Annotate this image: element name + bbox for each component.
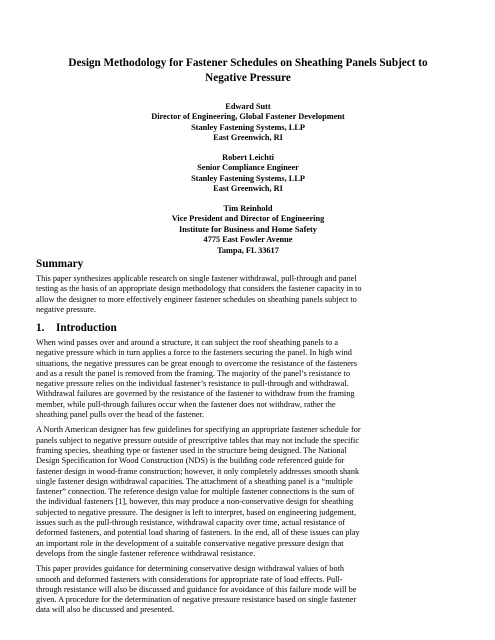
author-block-sutt [58, 102, 438, 144]
text-line: smooth and deformed fasteners with considerations for appropriate rate of load effects. Pull- [36, 574, 343, 584]
author-name: Robert Leichti [222, 153, 274, 163]
text-line: This paper provides guidance for determining conservative design withdrawal values of both [36, 564, 345, 574]
text-line: negative pressure which in turn applies a force to the fasteners securing the panel. In high wind [36, 348, 352, 358]
author-location: East Greenwich, RI [213, 184, 283, 194]
author-title: Director of Engineering, Global Fastener Development [151, 112, 345, 122]
author-name: Edward Sutt [225, 102, 271, 111]
text-line: This paper synthesizes applicable research on single fastener withdrawal, pull-through and panel [36, 274, 357, 283]
paper-title-line: Design Methodology for Fastener Schedules on Sheathing Panels Subject to [68, 57, 428, 69]
text-line: the individual fasteners [1], however, this may produce a non-conservative design for sheathing [36, 497, 354, 507]
author-address: 4775 East Fowler Avenue [203, 235, 293, 245]
text-line: member, while pull-through failures occur when the fastener does not withdraw, rather the [36, 399, 336, 409]
paper-title-line: Negative Pressure [205, 71, 291, 84]
author-title: Senior Compliance Engineer [197, 163, 299, 173]
text-line: through resistance will also be discussed and guidance for avoidance of this failure mode will be [36, 584, 357, 594]
text-line: subjected to negative pressure. The designer is left to interpret, based on engineering judgement, [36, 507, 357, 517]
intro-paragraph-2 [36, 425, 464, 559]
text-line: fastener design in wood-frame construction; however, it only completely addresses smooth shank [36, 466, 360, 476]
text-line: fastener” connection. The reference design value for multiple fastener connections is the sum of [36, 487, 355, 497]
introduction-heading [36, 322, 464, 335]
text-line: A North American designer has few guidelines for specifying an appropriate fastener schedule for [36, 425, 361, 435]
section-number: 1. [36, 322, 45, 334]
author-location: East Greenwich, RI [213, 133, 283, 143]
text-line: Withdrawal failures are governed by the resistance of the fastener to withdraw from the framing [36, 389, 355, 399]
text-line: and as a result the panel is removed from the framing. The majority of the panel’s resistance to [36, 368, 351, 378]
text-line: situations, the negative pressures can be great enough to overcome the resistance of the fasteners [36, 358, 357, 368]
text-line: deformed fasteners, and potential load sharing of fasteners. In the end, all of these issues can play [36, 528, 360, 538]
summary-paragraph [36, 274, 464, 315]
text-line: testing as the basis of an appropriate design methodology that considers the fastener capacity in to [36, 284, 362, 294]
text-line: framing species, sheathing type or fastener used in the structure being designed. The National [36, 445, 347, 455]
text-line: panels subject to negative pressure outside of prescriptive tables that may not include the specific [36, 435, 360, 445]
summary-section [36, 258, 464, 320]
author-location: Tampa, FL 33617 [217, 245, 279, 255]
author-affiliation: Stanley Fastening Systems, LLP [191, 173, 305, 183]
author-list [58, 102, 438, 265]
author-title: Vice President and Director of Engineering [171, 214, 325, 224]
author-affiliation: Institute for Business and Home Safety [179, 224, 317, 234]
text-line: When wind passes over and around a structure, it can subject the roof sheathing panels to a [36, 338, 339, 347]
author-name: Tim Reinhold [223, 204, 273, 214]
summary-heading: Summary [36, 258, 84, 270]
author-affiliation: Stanley Fastening Systems, LLP [191, 122, 305, 132]
text-line: allow the designer to more effectively engineer fastener schedules on sheathing panels subject to [36, 294, 357, 304]
text-line: Design Specification for Wood Construction (NDS) is the building code referenced guide for [36, 456, 345, 466]
intro-paragraph-3 [36, 564, 464, 615]
paper-title [58, 56, 438, 85]
text-line: an important role in the development of a suitable conservative negative pressure design that [36, 538, 344, 548]
introduction-section [36, 322, 464, 621]
text-line: negative pressure. [36, 304, 96, 314]
text-line: negative pressure relies on the individual fastener’s resistance to pull-through and withdrawal. [36, 379, 349, 389]
text-line: single fastener design withdrawal capacities. The attachment of a sheathing panel is a “multiple [36, 476, 353, 486]
intro-paragraph-1 [36, 338, 464, 420]
text-line: develops from the single fastener reference withdrawal resistance. [36, 548, 256, 558]
text-line: issues such as the pull-through resistance, withdrawal capacity over time, actual resistance of [36, 518, 346, 528]
text-line: given. A procedure for the determination of negative pressure resistance based on single fastener [36, 595, 357, 605]
author-block-leichti [58, 153, 438, 195]
section-title: Introduction [56, 322, 117, 334]
text-line: sheathing panel pulls over the head of the fastener. [36, 410, 204, 420]
text-line: data will also be discussed and presented. [36, 605, 175, 615]
author-block-reinhold [58, 204, 438, 256]
